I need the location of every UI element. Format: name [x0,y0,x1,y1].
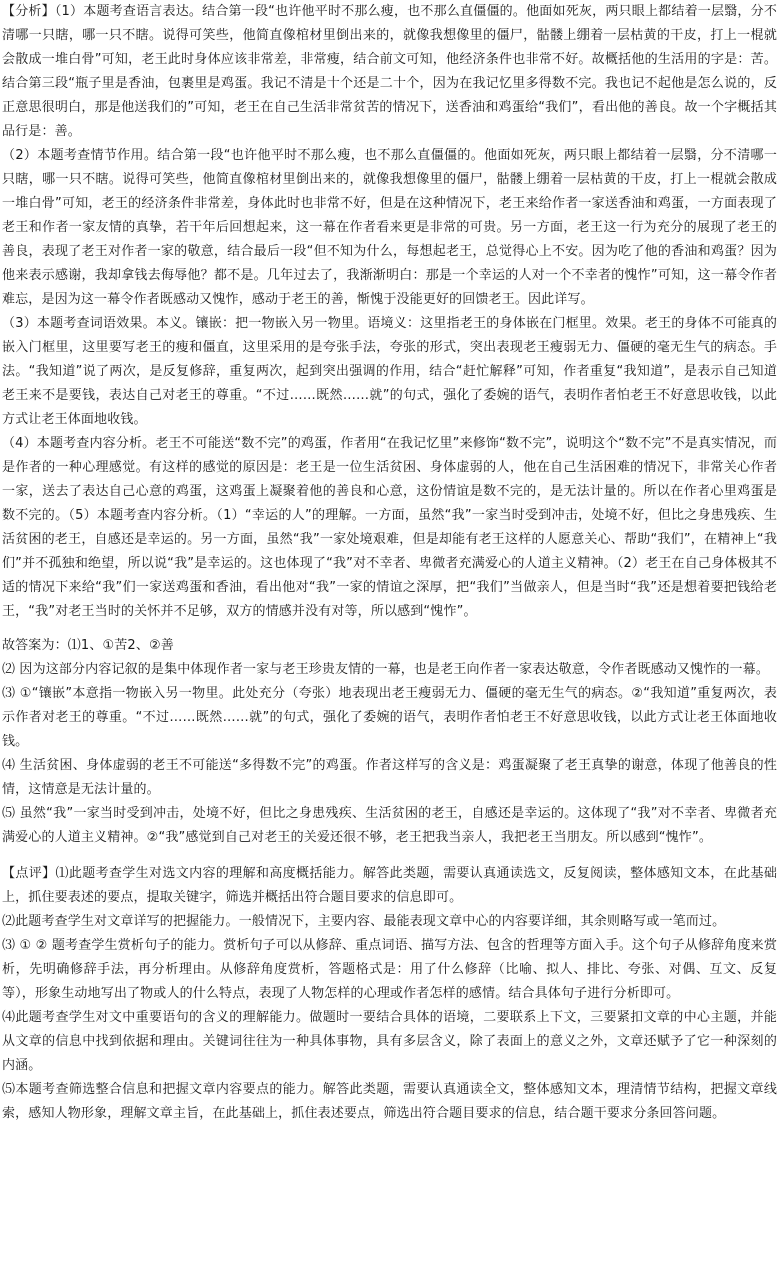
answer-line-5: ⑸ 虽然“我”一家当时受到冲击，处境不好，但比之身患残疾、生活贫困的老王，自感还是幸运的。这体现了“我”对不幸者、卑微者充满爱心的人道主义精神。②“我”感觉到自己对老王的关爱还很不够，老王把我当亲人，我把老王当朋友。所以感到“愧怍”。 [2,806,777,845]
answer-line-3: ⑶ ①“镶嵌”本意指一物嵌入另一物里。此处充分（夸张）地表现出老王瘦弱无力、僵硬的毫无生气的病态。②“我知道”重复两次，表示作者对老王的尊重。“不过……既然……就”的句式，强化了委婉的语气，表明作者怕老王不好意思收钱，以此方式让老王体面地收钱。 [2,686,777,749]
answer-line-2: ⑵ 因为这部分内容记叙的是集中体现作者一家与老王珍贵友情的一幕，也是老王向作者一家表达敬意，令作者既感动又愧怍的一幕。 [2,662,769,677]
answer-line-1: 故答案为：⑴1、①苦2、②善 [2,638,174,653]
analysis-paragraph-1: 【分析】（1）本题考查语言表达。结合第一段“也许他平时不那么瘦，也不那么直僵僵的。他面如死灰，两只眼上都结着一层翳，分不清哪一只瞎，哪一只不瞎。说得可笑些，他简直像棺材里倒出来的，就像我想像里的僵尸，骷髅上绷着一层枯黄的干皮，打上一棍就会散成一堆白骨”可知，老王此时身体应该非常差，非常瘦，结合前文可知，他经济条件也非常不好。故概括他的生活用的字是：苦。结合第三段“瓶子里是香油，包裹里是鸡蛋。我记不清是十个还是二十个，因为在我记忆里多得数不完。我也记不起他是怎么说的，反正意思很明白，那是他送我们的”可知，老王在自己生活非常贫苦的情况下，送香油和鸡蛋给“我们”，看出他的善良。故一个字概括其品行是：善。 [2,4,777,139]
answer-section [2,634,777,850]
analysis-section [2,0,777,624]
comment-line-5: ⑸本题考查筛选整合信息和把握文章内容要点的能力。解答此类题，需要认真通读全文，整体感知文本，理清情节结构，把握文章线索，感知人物形象，理解文章主旨，在此基础上，抓住表述要点，筛选出符合题目要求的信息，结合题干要求分条回答问题。 [2,1082,777,1121]
analysis-paragraph-3: （3）本题考查词语效果。本义。镶嵌：把一物嵌入另一物里。语境义：这里指老王的身体嵌在门框里。效果。老王的身体不可能真的嵌入门框里，这里要写老王的瘦和僵直，这里采用的是夸张手法，夸张的形式，突出表现老王瘦弱无力、僵硬的毫无生气的病态。手法。“我知道”说了两次，是反复修辞，重复两次，起到突出强调的作用，结合“赶忙解释”可知，作者重复“我知道”，是表示自己知道老王来不是要钱，表达自己对老王的尊重。“不过……既然……就”的句式，强化了委婉的语气，表明作者怕老王不好意思收钱，以此方式让老王体面地收钱。 [2,316,777,427]
comment-line-1: 【点评】⑴此题考查学生对选文内容的理解和高度概括能力。解答此类题，需要认真通读选文，反复阅读，整体感知文本，在此基础上，抓住要表述的要点，提取关键字，筛选并概括出符合题目要求的信息即可。 [2,866,777,905]
answer-line-4: ⑷ 生活贫困、身体虚弱的老王不可能送“多得数不完”的鸡蛋。作者这样写的含义是：鸡蛋凝聚了老王真挚的谢意，体现了他善良的性情，这情意是无法计量的。 [2,758,777,797]
analysis-paragraph-2: （2）本题考查情节作用。结合第一段“也许他平时不那么瘦，也不那么直僵僵的。他面如死灰，两只眼上都结着一层翳，分不清哪一只瞎，哪一只不瞎。说得可笑些，他简直像棺材里倒出来的，就像我想像里的僵尸，骷髅上绷着一层枯黄的干皮，打上一棍就会散成一堆白骨”可知，老王的经济条件非常差，身体此时也非常不好，但是在这种情况下，老王来给作者一家送香油和鸡蛋，一方面表现了老王和作者一家友情的真挚，若干年后回想起来，这一幕在作者看来更是非常的可贵。另一方面，老王这一行为充分的展现了老王的善良，表现了老王对作者一家的敬意，结合最后一段“但不知为什么，每想起老王，总觉得心上不安。因为吃了他的香油和鸡蛋？因为他来表示感谢，我却拿钱去侮辱他？都不是。几年过去了，我渐渐明白：那是一个幸运的人对一个不幸者的愧怍”可知，这一幕令作者难忘，是因为这一幕令作者既感动又愧怍，感动于老王的善，惭愧于没能更好的回馈老王。因此详写。 [2,148,777,307]
comment-line-4: ⑷此题考查学生对文中重要语句的含义的理解能力。做题时一要结合具体的语境，二要联系上下文，三要紧扣文章的中心主题，并能从文章的信息中找到依据和理由。关键词往往为一种具体事物，具有多层含义，除了表面上的意义之外，文章还赋予了它一种深刻的内涵。 [2,1010,777,1073]
comment-line-2: ⑵此题考查学生对文章详写的把握能力。一般情况下，主要内容、最能表现文章中心的内容要详细，其余则略写或一笔而过。 [2,914,726,929]
analysis-paragraph-4: （4）本题考查内容分析。老王不可能送“数不完”的鸡蛋，作者用“在我记忆里”来修饰“数不完”，说明这个“数不完”不是真实情况，而是作者的一种心理感觉。有这样的感觉的原因是：老王是一位生活贫困、身体虚弱的人，他在自己生活困难的情况下，非常关心作者一家，送去了表达自己心意的鸡蛋，这鸡蛋上凝聚着他的善良和心意，这份情谊是数不完的，是无法计量的。所以在作者心里鸡蛋是数不完的。（5）本题考查内容分析。（1）“幸运的人”的理解。一方面，虽然“我”一家当时受到冲击，处境不好，但比之身患残疾、生活贫困的老王，自感还是幸运的。另一方面，虽然“我”一家处境艰难，但是却能有老王这样的人愿意关心、帮助“我们”，在精神上“我们”并不孤独和绝望，所以说“我”是幸运的。这也体现了“我”对不幸者、卑微者充满爱心的人道主义精神。（2）老王在自己身体极其不适的情况下来给“我”们一家送鸡蛋和香油，看出他对“我”一家的情谊之深厚，把“我们”当做亲人，但是当时“我”还是想着要把钱给老王，“我”对老王当时的关怀并不足够，双方的情感并没有对等，所以感到“愧怍”。 [2,436,777,619]
comment-section [2,862,777,1126]
comment-line-3: ⑶ ① ② 题考查学生赏析句子的能力。赏析句子可以从修辞、重点词语、描写方法、包含的哲理等方面入手。这个句子从修辞角度来赏析，先明确修辞手法，再分析理由。从修辞角度赏析，答题格式是：用了什么修辞（比喻、拟人、排比、夸张、对偶、互文、反复等），形象生动地写出了物或人的什么特点，表现了人物怎样的心理或作者怎样的感情。结合具体句子进行分析即可。 [2,938,777,1001]
